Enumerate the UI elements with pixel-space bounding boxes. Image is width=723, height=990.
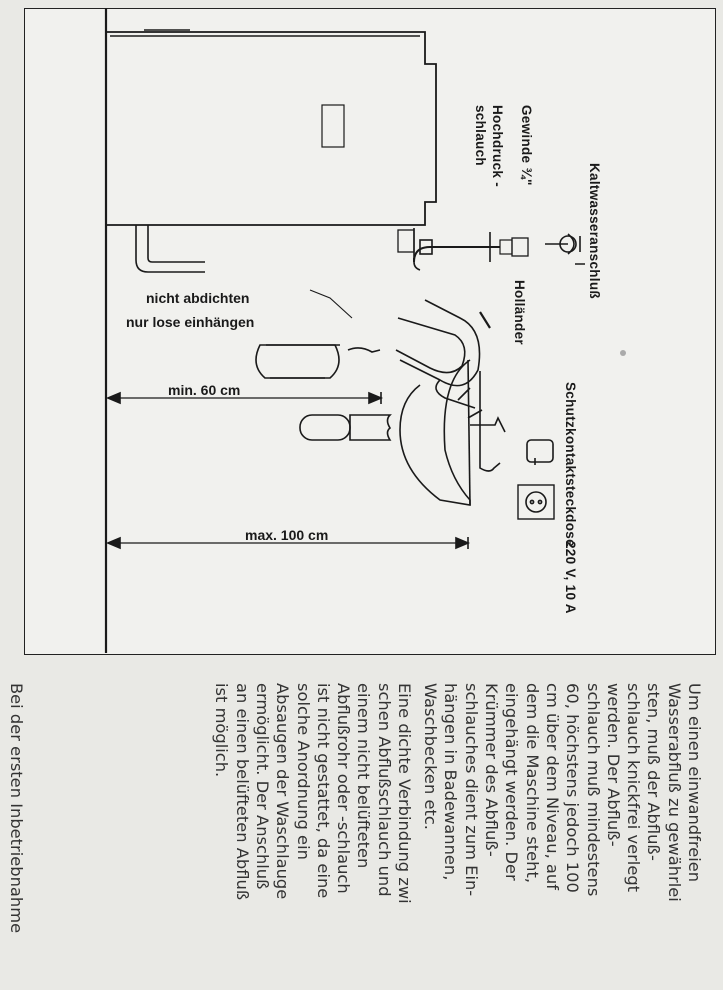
print-speck (620, 350, 626, 356)
text-line: Eine dichte Verbindung zwi (395, 683, 414, 904)
text-line: einem nicht belüfteten (354, 683, 374, 869)
label-nicht-abdichten: nicht abdichten (146, 290, 250, 306)
text-line: eingehängt werden. Der (502, 683, 522, 881)
label-kaltwasser: Kaltwasseranschluß (587, 163, 602, 299)
socket-plug (527, 440, 553, 462)
text-line: ist möglich. (212, 683, 232, 778)
text-line-cut: Bei der ersten Inbetriebnahme (7, 683, 26, 934)
basin-pedestal (350, 415, 390, 440)
text-line: schlauch muß mindestens (583, 683, 603, 897)
label-max-height: max. 100 cm (245, 527, 329, 543)
washing-machine (106, 32, 436, 225)
label-min-height: min. 60 cm (168, 382, 241, 398)
label-hochdruck-2: schlauch (473, 105, 488, 166)
text-line: solche Anordnung ein (293, 683, 313, 860)
text-line: Absaugen der Waschlauge (273, 683, 293, 900)
wall-socket (518, 485, 554, 519)
label-gewinde-text: Gewinde (519, 105, 534, 164)
label-gewinde (519, 105, 534, 186)
label-gewinde-size: ¾" (519, 167, 534, 186)
hollaender-nut (512, 238, 528, 256)
label-nur-lose: nur lose einhängen (126, 314, 255, 330)
text-line: schlauches dient zum Ein- (461, 683, 481, 897)
wash-basin (400, 360, 470, 505)
text-line: Um einen einwandfreien (685, 683, 704, 883)
text-line: ermöglicht. Der Anschluß (252, 683, 272, 890)
text-line: ist nicht gestattet, da eine (313, 683, 333, 899)
text-line: 60, höchstens jedoch 100 (563, 683, 583, 893)
text-line: sten, muß der Abfluß- (644, 683, 664, 861)
basin-tap (470, 418, 505, 432)
cold-water-tap (545, 234, 585, 264)
text-line: cm über dem Niveau, auf (542, 683, 562, 890)
label-hochdruck-1: Hochdruck - (490, 105, 505, 188)
text-line: Wasserabfluß zu gewährlei (664, 683, 684, 902)
text-line: Abflußrohr oder -schlauch (334, 683, 354, 894)
text-line: schen Abflußschlauch und (374, 683, 394, 897)
gewinde-connector (398, 230, 414, 252)
label-hollaender: Holländer (512, 280, 527, 345)
text-line: werden. Der Abfluß- (603, 683, 623, 847)
text-line: Krümmer des Abfluß- (482, 683, 501, 857)
text-line: dem die Maschine steht, (522, 683, 542, 884)
text-line: schlauch knickfrei verlegt (624, 683, 644, 893)
drain-pipe (136, 225, 205, 272)
machine-control-panel (322, 105, 344, 147)
drain-hose-hook-bath (256, 345, 339, 378)
label-voltage: 220 V, 10 A (563, 541, 578, 614)
label-schutzkontakt: Schutzkontaktsteckdose (563, 382, 578, 547)
text-line: Waschbecken etc. (421, 683, 441, 830)
text-line: an einen belüfteten Abfluß (232, 683, 252, 901)
label-pointer (310, 290, 352, 318)
text-line: hängen in Badewannen, (441, 683, 461, 881)
